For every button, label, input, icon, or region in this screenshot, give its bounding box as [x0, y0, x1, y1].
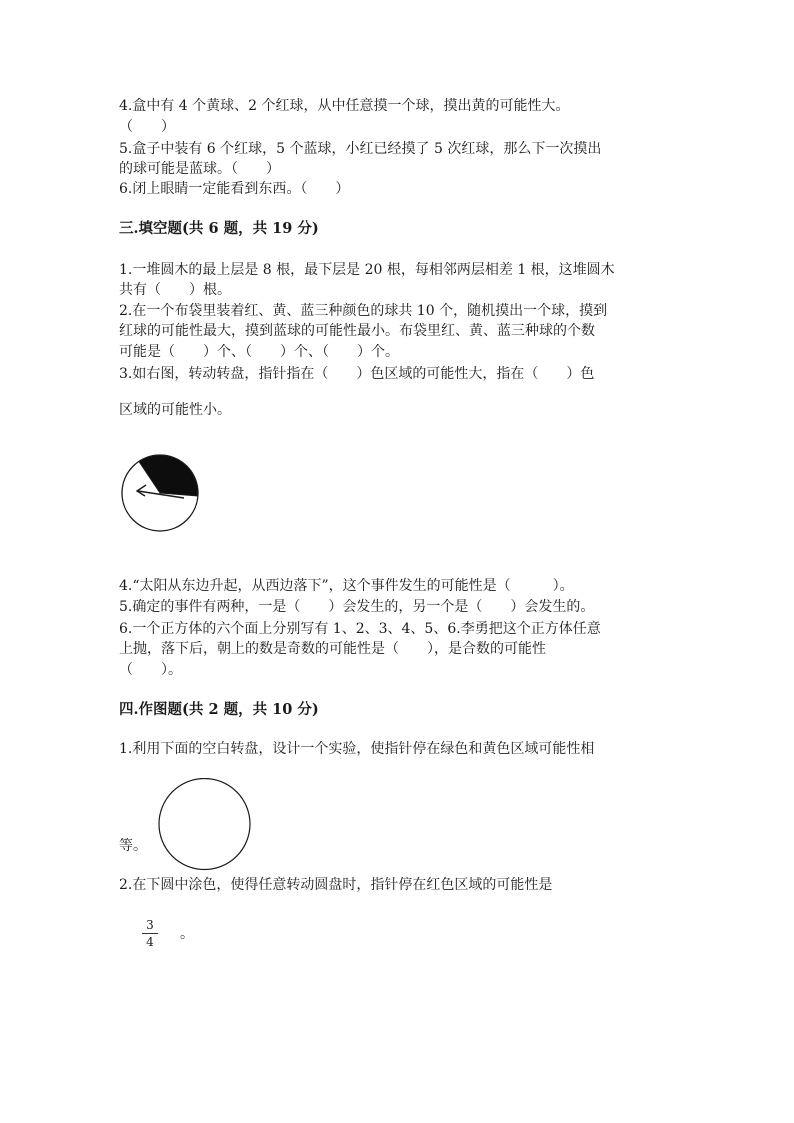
blank-circle-outline	[159, 779, 250, 870]
question-4-2-line-1: 2.在下圆中涂色，使得任意转动圆盘时，指针停在红色区域的可能性是	[119, 877, 553, 893]
question-3-6-line-1: 6.一个正方体的六个面上分别写有 1、2、3、4、5、6.李勇把这个正方体任意	[119, 621, 601, 637]
question-3-1-line-2: 共有（ ）根。	[119, 282, 231, 298]
question-2-6-line-1: 6.闭上眼睛一定能看到东西。（ ）	[119, 181, 350, 197]
blank-spinner-circle	[157, 778, 253, 872]
question-2-4-line-1: 4.盒中有 4 个黄球、2 个红球，从中任意摸一个球，摸出黄的可能性大。	[119, 98, 570, 114]
question-3-2-line-1: 2.在一个布袋里装着红、黄、蓝三种颜色的球共 10 个，随机摸出一个球，摸到	[119, 303, 608, 319]
question-4-1-line-2: 等。	[119, 838, 147, 854]
question-3-3-line-2: 区域的可能性小。	[119, 402, 231, 418]
fraction-bar	[142, 933, 158, 934]
fraction-three-quarters	[142, 918, 158, 949]
fraction-denominator: 4	[146, 935, 154, 949]
question-3-2-line-3: 可能是（ ）个、（ ）个、（ ）个。	[119, 344, 399, 360]
question-4-1-line-1: 1.利用下面的空白转盘，设计一个实验，使指针停在绿色和黄色区域可能性相	[119, 741, 595, 757]
question-3-5-line-1: 5.确定的事件有两种，一是（ ）会发生的，另一个是（ ）会发生的。	[119, 599, 595, 615]
question-3-6-line-3: （ ）。	[119, 662, 182, 678]
question-3-2-line-2: 红球的可能性最大，摸到蓝球的可能性最小。布袋里红、黄、蓝三种球的个数	[119, 323, 595, 339]
section-3-heading: 三.填空题(共 6 题，共 19 分)	[119, 220, 319, 237]
question-4-2-period: 。	[180, 926, 194, 942]
question-2-5-line-2: 的球可能是蓝球。（ ）	[119, 161, 280, 177]
spinner-figure	[119, 452, 203, 536]
question-2-4-answer-blank: （ ）	[119, 119, 175, 135]
question-2-5-line-1: 5.盒子中装有 6 个红球，5 个蓝球，小红已经摸了 5 次红球，那么下一次摸出	[119, 141, 602, 157]
section-4-heading: 四.作图题(共 2 题，共 10 分)	[119, 701, 319, 718]
question-3-4-line-1: 4.“太阳从东边升起，从西边落下”，这个事件发生的可能性是（ ）。	[119, 578, 574, 594]
question-3-6-line-2: 上抛，落下后，朝上的数是奇数的可能性是（ ），是合数的可能性	[119, 641, 546, 657]
question-3-1-line-1: 1.一堆圆木的最上层是 8 根，最下层是 20 根，每相邻两层相差 1 根，这堆圆木	[119, 262, 615, 278]
question-3-3-line-1: 3.如右图，转动转盘，指针指在（ ）色区域的可能性大，指在（ ）色	[119, 366, 595, 382]
fraction-numerator: 3	[146, 918, 154, 932]
